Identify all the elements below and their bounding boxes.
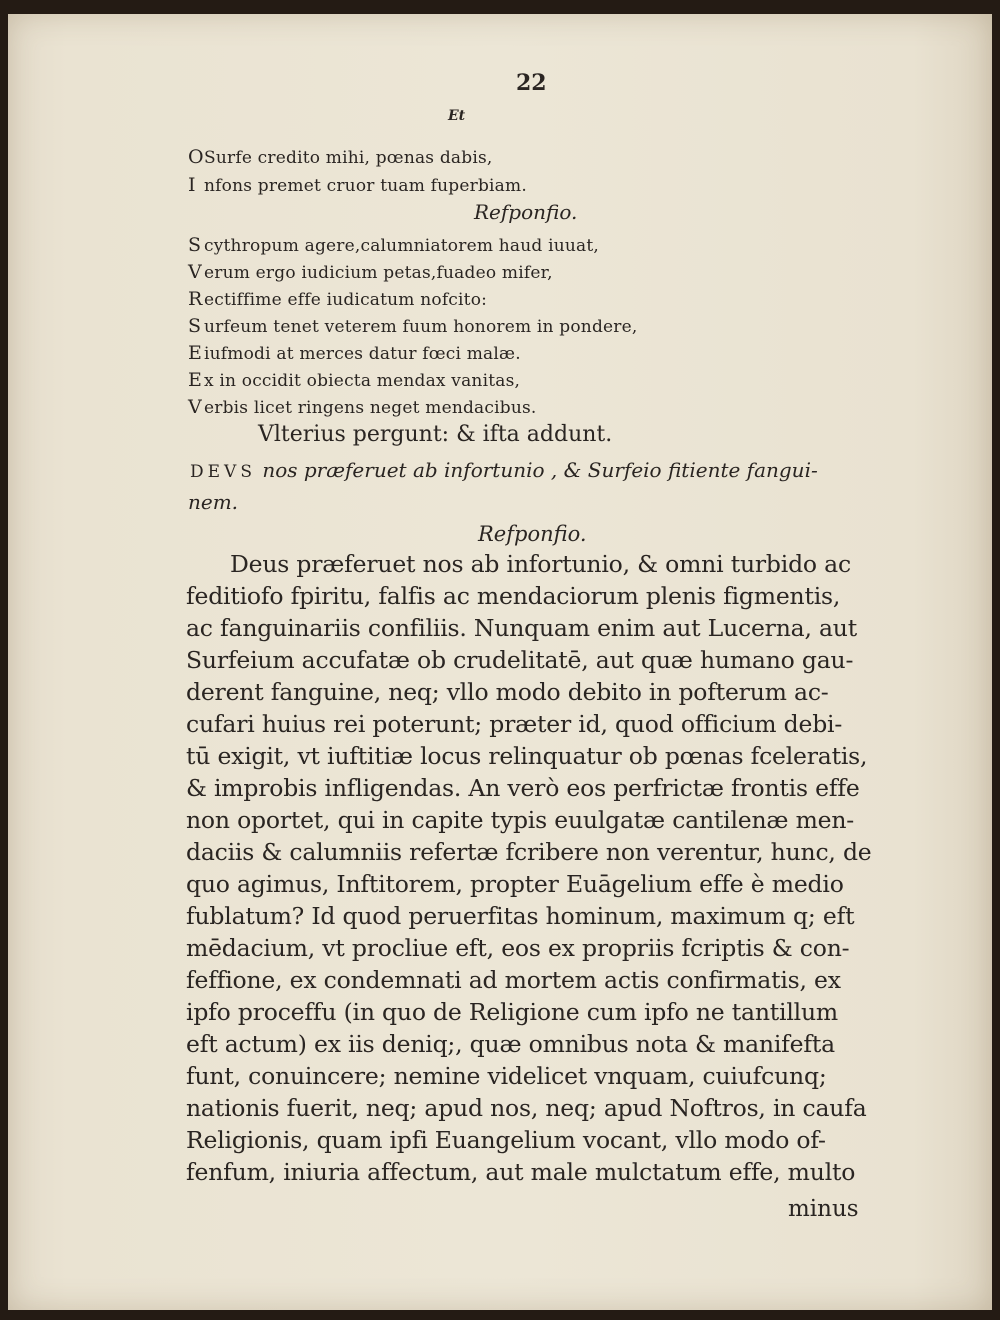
- catchword-top: Et: [448, 108, 466, 124]
- verse-line: [188, 315, 638, 337]
- body-line: quo agimus, Inftitorem, propter Euāgelium effe è medio: [186, 870, 844, 898]
- verse-initial: E: [188, 369, 203, 391]
- responsio-heading: Refponfio.: [474, 200, 578, 224]
- verse-initial: I: [188, 174, 196, 196]
- verse-text: iufmodi at merces datur fœci malæ.: [204, 344, 521, 364]
- body-line: funt, conuincere; nemine videlicet vnquam, cuiufcunq;: [186, 1062, 827, 1090]
- body-line: nationis fuerit, neq; apud nos, neq; apud Noftros, in caufa: [186, 1094, 867, 1122]
- body-line: Surfeium accufatæ ob crudelitatē, aut quæ humano gau-: [186, 646, 854, 674]
- ulterius-line: Vlterius pergunt: & ifta addunt.: [258, 422, 613, 447]
- deus-line: [190, 458, 818, 482]
- verse-line: [188, 261, 553, 283]
- verse-text: erbis licet ringens neget mendacibus.: [204, 398, 537, 418]
- body-line: ipfo proceffu (in quo de Religione cum ipfo ne tantillum: [186, 998, 838, 1026]
- body-line: derent fanguine, neq; vllo modo debito in pofterum ac-: [186, 678, 829, 706]
- verse-line: [188, 396, 537, 418]
- verse-text: nfons premet cruor tuam fuperbiam.: [204, 176, 527, 196]
- verse-text: erum ergo iudicium petas,fuadeo mifer,: [204, 263, 553, 283]
- catchword-bottom: minus: [788, 1196, 859, 1222]
- verse-line: [188, 288, 487, 310]
- verse-initial: V: [188, 396, 202, 418]
- verse-initial: S: [188, 234, 202, 256]
- body-line: feffione, ex condemnati ad mortem actis confirmatis, ex: [186, 966, 841, 994]
- verse-initial: R: [188, 288, 203, 310]
- verse-initial: E: [188, 342, 203, 364]
- body-line: Deus præferuet nos ab infortunio, & omni turbido ac: [230, 550, 851, 578]
- verse-text: urfeum tenet veterem fuum honorem in pondere,: [204, 317, 638, 337]
- deus-continuation: nem.: [188, 490, 239, 514]
- body-line: fublatum? Id quod peruerfitas hominum, maximum q; eft: [186, 902, 855, 930]
- page-number: 22: [516, 70, 547, 96]
- body-line: fenfum, iniuria affectum, aut male mulctatum effe, multo: [186, 1158, 856, 1186]
- responsio-heading: Refponfio.: [478, 522, 587, 546]
- deus-text: nos præferuet ab infortunio , & Surfeio fitiente fangui-: [262, 458, 818, 482]
- verse-initial: O: [188, 146, 204, 168]
- body-line: feditiofo fpiritu, falfis ac mendaciorum plenis figmentis,: [186, 582, 841, 610]
- body-line: non oportet, qui in capite typis euulgatæ cantilenæ men-: [186, 806, 855, 834]
- verse-line: [188, 369, 520, 391]
- verse-line: [188, 342, 521, 364]
- verse-initial: V: [188, 261, 202, 283]
- body-line: mēdacium, vt procliue eft, eos ex propriis fcriptis & con-: [186, 934, 850, 962]
- body-line: tū exigit, vt iuftitiæ locus relinquatur ob pœnas fceleratis,: [186, 742, 868, 770]
- body-line: Religionis, quam ipfi Euangelium vocant, vllo modo of-: [186, 1126, 826, 1154]
- body-line: cufari huius rei poterunt; præter id, quod officium debi-: [186, 710, 843, 738]
- body-line: ac fanguinariis confiliis. Nunquam enim aut Lucerna, aut: [186, 614, 857, 642]
- verse-line: [188, 174, 527, 196]
- book-page: [8, 14, 992, 1310]
- verse-line: [188, 146, 493, 168]
- verse-line: [188, 234, 599, 256]
- body-line: daciis & calumniis refertæ fcribere non verentur, hunc, de: [186, 838, 872, 866]
- verse-text: Surfe credito mihi, pœnas dabis,: [204, 148, 493, 168]
- verse-text: cythropum agere,calumniatorem haud iuuat,: [204, 236, 599, 256]
- verse-text: ectiffime effe iudicatum nofcito:: [204, 290, 488, 310]
- body-line: eft actum) ex iis deniq;, quæ omnibus nota & manifefta: [186, 1030, 835, 1058]
- body-line: & improbis infligendas. An verò eos perfrictæ frontis effe: [186, 774, 860, 802]
- verse-text: x in occidit obiecta mendax vanitas,: [204, 371, 521, 391]
- deus-caps: DEVS: [190, 462, 256, 482]
- verse-initial: S: [188, 315, 202, 337]
